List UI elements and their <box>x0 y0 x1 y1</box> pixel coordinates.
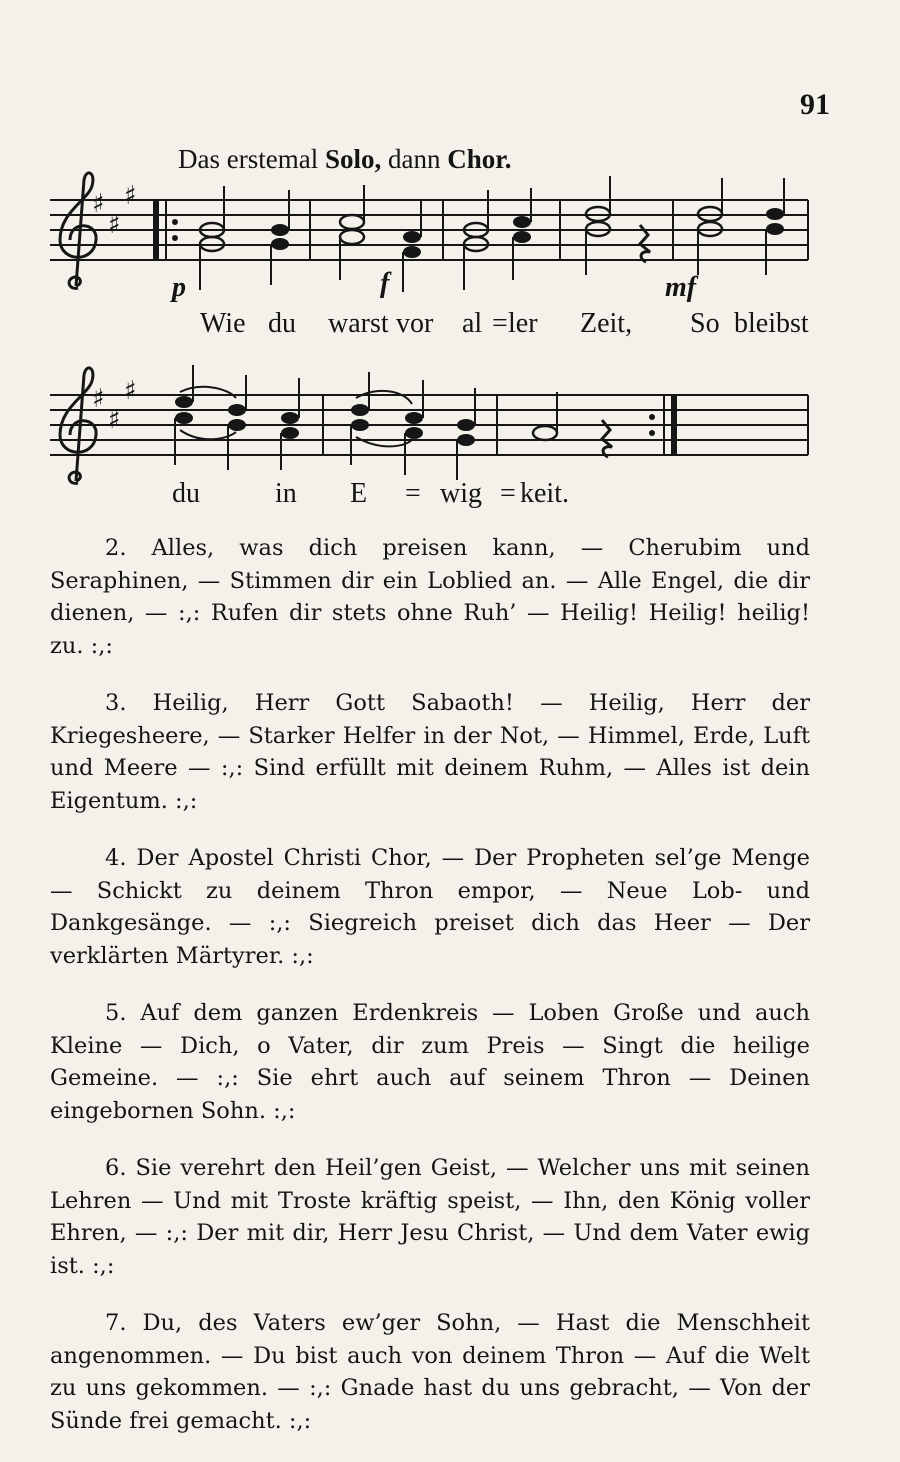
verse-2: 2. Alles, was dich preisen kann, — Cherubim und Seraphinen, — Stimmen dir ein Loblied an. — Alle Engel, die dir dienen, — :,: Rufen dir stets ohne Ruh’ — Heilig! Heilig! heilig! zu. :,: <box>50 535 810 659</box>
staff-1 <box>50 200 808 260</box>
lyric-syllable: keit. <box>520 478 569 509</box>
lyric-syllable: So <box>690 308 720 339</box>
verse-3: 3. Heilig, Herr Gott Sabaoth! — Heilig, Herr der Kriegesheere, — Starker Helfer in der Not, — Himmel, Erde, Luft und Meere — :,: Sind erfüllt mit deinem Ruhm, — Alles ist dein Eigentum. :,: <box>50 690 810 814</box>
instruction-chor: Chor. <box>447 144 512 174</box>
svg-text:♯: ♯ <box>108 210 121 240</box>
svg-text:♯: ♯ <box>124 181 137 211</box>
verses <box>50 532 810 1462</box>
instruction-prefix: Das erstemal <box>178 144 319 174</box>
lyric-syllable: E <box>350 478 368 509</box>
dynamic-f: f <box>380 268 390 299</box>
svg-text:♯: ♯ <box>108 405 121 435</box>
lyric-syllable: bleibst <box>734 308 809 339</box>
dynamic-mf: mf <box>665 272 697 303</box>
lyric-syllable: du <box>172 478 200 509</box>
svg-text:♯: ♯ <box>124 376 137 406</box>
notes-2 <box>175 365 612 480</box>
lyric-syllable: = <box>405 478 421 509</box>
key-signature-1 <box>92 181 137 240</box>
music-notation <box>0 0 900 520</box>
lyric-syllable: = <box>500 478 516 509</box>
svg-text:♯: ♯ <box>92 384 105 414</box>
instruction-solo: Solo, <box>324 144 382 174</box>
lyric-syllable: vor <box>396 308 434 339</box>
lyric-syllable: in <box>275 478 297 509</box>
lyric-syllable: = <box>492 308 508 339</box>
svg-text:♯: ♯ <box>92 189 105 219</box>
lyric-syllable: du <box>268 308 296 339</box>
lyric-syllable: ler <box>508 308 538 339</box>
lyric-syllable: al <box>462 308 483 339</box>
dynamic-p: p <box>172 272 186 303</box>
key-signature-2 <box>92 376 137 435</box>
staff-2 <box>50 395 808 455</box>
lyric-syllable: Zeit, <box>580 308 633 339</box>
lyric-syllable: Wie <box>200 308 246 339</box>
verse-4: 4. Der Apostel Christi Chor, — Der Propheten sel’ge Menge — Schickt zu deinem Thron empor, — Neue Lob- und Dankgesänge. — :,: Siegreich preiset dich das Heer — Der verklärten Märtyrer. :,: <box>50 845 810 969</box>
lyric-syllable: wig <box>440 478 482 509</box>
verse-7: 7. Du, des Vaters ew’ger Sohn, — Hast die Menschheit angenommen. — Du bist auch von deinem Thron — Auf die Welt zu uns gekommen. — :,: Gnade hast du uns gebracht, — Von der Sünde frei gemacht. :,: <box>50 1310 810 1434</box>
instruction-middle: dann <box>387 144 441 174</box>
notes-1 <box>200 176 784 292</box>
verse-6: 6. Sie verehrt den Heil’gen Geist, — Welcher uns mit seinen Lehren — Und mit Troste kräftig speist, — Ihn, den König voller Ehren, — :,: Der mit dir, Herr Jesu Christ, — Und dem Vater ewig ist. :,: <box>50 1155 810 1279</box>
lyric-syllable: warst <box>328 308 389 339</box>
page-number: 91 <box>800 88 830 121</box>
verse-5: 5. Auf dem ganzen Erdenkreis — Loben Große und auch Kleine — Dich, o Vater, dir zum Preis — Singt die heilige Gemeine. — :,: Sie ehrt auch auf seinem Thron — Deinen eingebornen Sohn. :,: <box>50 1000 810 1124</box>
